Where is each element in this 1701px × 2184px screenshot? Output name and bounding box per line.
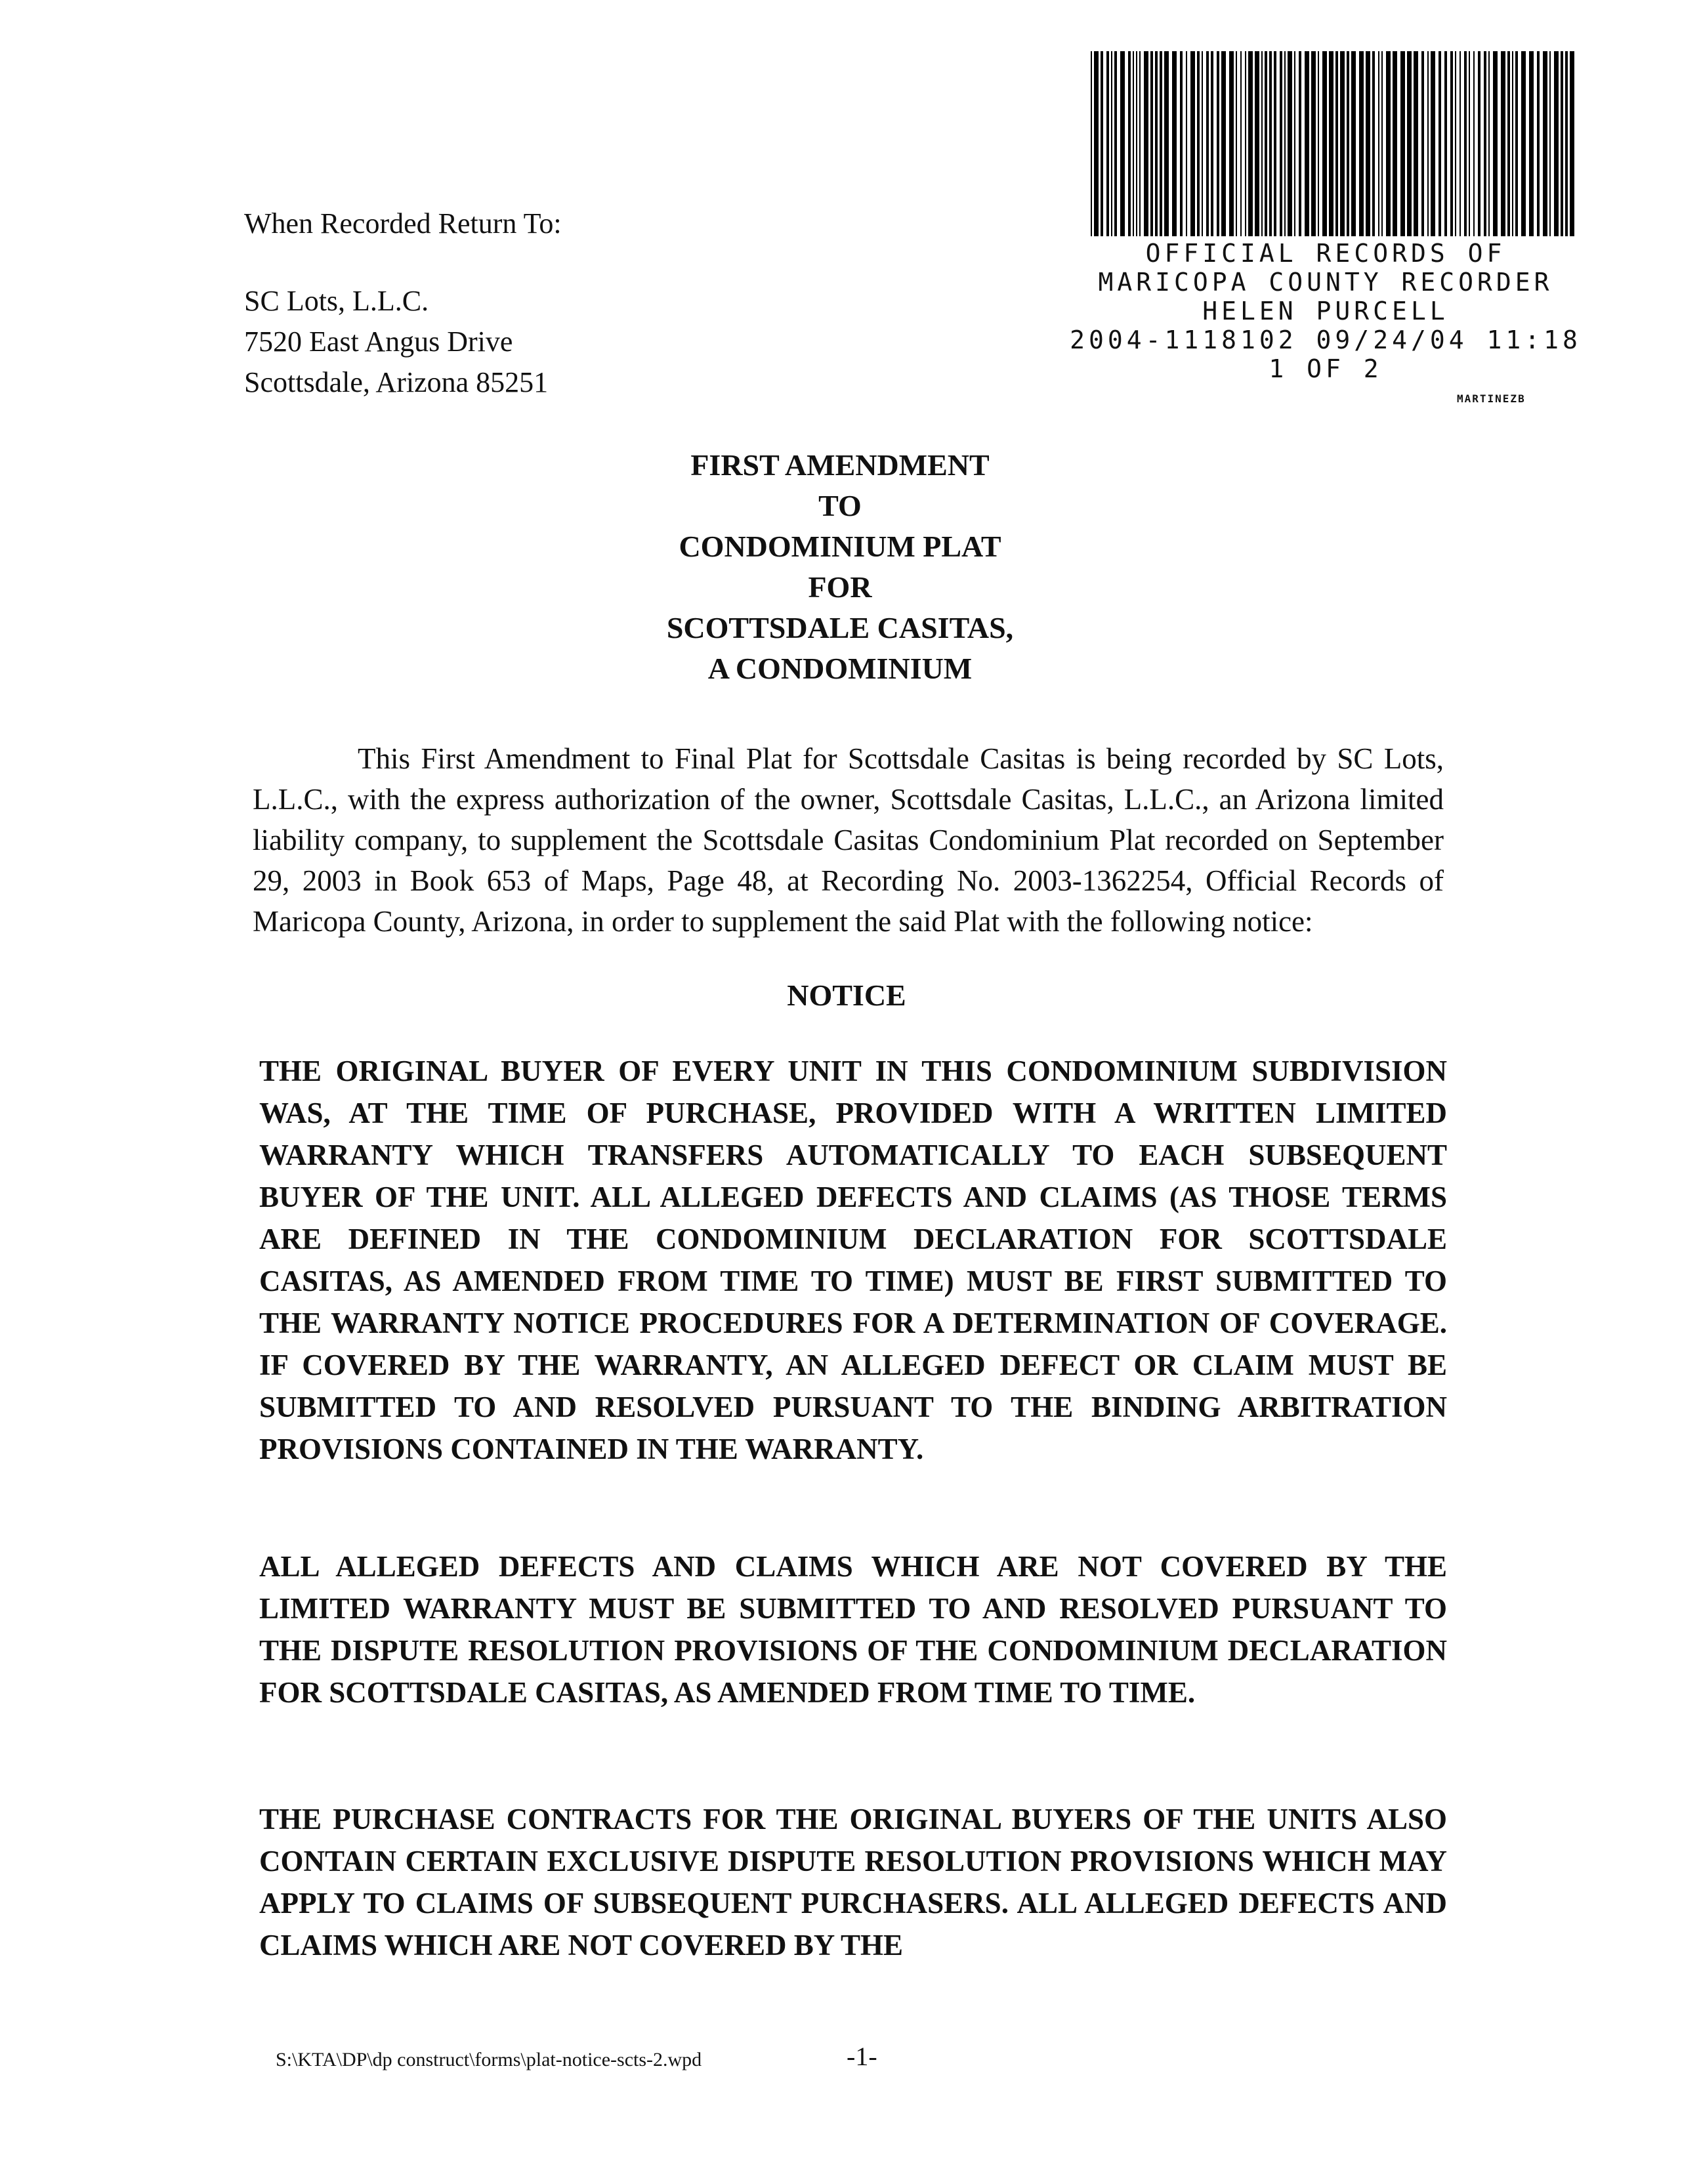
recorder-stamp: [1070, 51, 1582, 383]
barcode-bar: [1407, 51, 1412, 236]
title-line: FOR: [808, 570, 872, 604]
barcode-bar: [1248, 51, 1253, 236]
barcode-icon: [1089, 51, 1575, 236]
barcode-bar: [1280, 51, 1282, 236]
return-to-street: 7520 East Angus Drive: [244, 326, 513, 358]
barcode-bar: [1570, 51, 1574, 236]
return-to-heading: When Recorded Return To:: [244, 207, 562, 240]
barcode-bar: [1128, 51, 1131, 236]
barcode-bar: [1197, 51, 1200, 236]
barcode-bar: [1549, 51, 1551, 236]
barcode-bar: [1164, 51, 1169, 236]
barcode-bar: [1469, 51, 1470, 236]
notice-paragraph-purchase-contracts: THE PURCHASE CONTRACTS FOR THE ORIGINAL BUYERS OF THE UNITS ALSO CONTAIN CERTAIN EXCLUSIVE DISPUTE RESOLUTION PROVISIONS WHICH MAY APPLY TO CLAIMS OF SUBSEQUENT PURCHASERS. ALL ALLEGED DEFECTS AND CLAIMS WHICH ARE NOT COVERED BY THE: [259, 1803, 1447, 1962]
barcode-bar: [1229, 51, 1234, 236]
barcode-bar: [1288, 51, 1292, 236]
barcode-bar: [1378, 51, 1379, 236]
barcode-bar: [1299, 51, 1301, 236]
barcode-bar: [1294, 51, 1295, 236]
barcode-bar: [1473, 51, 1475, 236]
barcode-bar: [1493, 51, 1498, 236]
barcode-bar: [1501, 51, 1505, 236]
barcode-bar: [1186, 51, 1187, 236]
barcode-bar: [1393, 51, 1397, 236]
footer-page-number: -1-: [847, 2042, 877, 2071]
title-line: CONDOMINIUM PLAT: [679, 530, 1001, 563]
return-to-city: Scottsdale, Arizona 85251: [244, 366, 549, 398]
return-to-block: [244, 203, 562, 403]
barcode-bar: [1172, 51, 1177, 236]
barcode-bar: [1335, 51, 1338, 236]
title-line: A CONDOMINIUM: [707, 652, 973, 685]
barcode-bar: [1386, 51, 1391, 236]
barcode-bar: [1554, 51, 1559, 236]
barcode-bar: [1144, 51, 1148, 236]
barcode-bar: [1202, 51, 1203, 236]
barcode-bar: [1114, 51, 1117, 236]
barcode-bar: [1139, 51, 1141, 236]
barcode-bar: [1455, 51, 1456, 236]
document-title: [591, 445, 1089, 689]
barcode-bar: [1240, 51, 1242, 236]
barcode-bar: [1529, 51, 1534, 236]
barcode-bar: [1106, 51, 1109, 236]
barcode-bar: [1211, 51, 1213, 236]
barcode-bar: [1091, 51, 1092, 236]
barcode-bar: [1359, 51, 1364, 236]
notice-heading: NOTICE: [787, 978, 906, 1012]
barcode-bar: [1284, 51, 1286, 236]
barcode-bar: [1206, 51, 1209, 236]
barcode-bar: [1478, 51, 1480, 236]
barcode-bar: [1427, 51, 1429, 236]
notice-paragraph-not-covered: ALL ALLEGED DEFECTS AND CLAIMS WHICH ARE NOT COVERED BY THE LIMITED WARRANTY MUST BE SUBMITTED TO AND RESOLVED PURSUANT TO THE DISPUTE RESOLUTION PROVISIONS OF THE CONDOMINIUM DECLARATION FOR SCOTTSDALE CASITAS, AS AMENDED FROM TIME TO TIME.: [259, 1550, 1447, 1709]
stamp-line-recorder-name: HELEN PURCELL: [1202, 297, 1449, 326]
stamp-line-recording-number: 2004-1118102 09/24/04 11:18: [1070, 326, 1582, 354]
barcode-bar: [1537, 51, 1540, 236]
title-line: TO: [818, 489, 862, 522]
stamp-clerk-id: MARTINEZB: [1457, 392, 1526, 405]
barcode-bar: [1255, 51, 1259, 236]
barcode-bar: [1160, 51, 1162, 236]
barcode-bar: [1400, 51, 1405, 236]
barcode-bar: [1311, 51, 1316, 236]
stamp-line-official-records: OFFICIAL RECORDS OF: [1145, 239, 1506, 268]
barcode-bar: [1305, 51, 1309, 236]
title-line: FIRST AMENDMENT: [690, 448, 990, 482]
barcode-bar: [1484, 51, 1486, 236]
barcode-bar: [1217, 51, 1219, 236]
barcode-bar: [1221, 51, 1226, 236]
barcode-bar: [1322, 51, 1327, 236]
barcode-bar: [1460, 51, 1461, 236]
barcode-bar: [1351, 51, 1356, 236]
barcode-bar: [1094, 51, 1099, 236]
barcode-bar: [1101, 51, 1103, 236]
barcode-bar: [1236, 51, 1237, 236]
barcode-bar: [1190, 51, 1195, 236]
barcode-bar: [1488, 51, 1490, 236]
barcode-bar: [1133, 51, 1134, 236]
barcode-bar: [1512, 51, 1513, 236]
barcode-bar: [1565, 51, 1568, 236]
barcode-bar: [1269, 51, 1272, 236]
barcode-bar: [1414, 51, 1418, 236]
recorder-stamp-text: [1063, 239, 1588, 383]
barcode-bar: [1150, 51, 1153, 236]
barcode-bar: [1245, 51, 1246, 236]
barcode-bar: [1381, 51, 1383, 236]
title-line: SCOTTSDALE CASITAS,: [666, 611, 1014, 644]
notice-paragraph-warranty: THE ORIGINAL BUYER OF EVERY UNIT IN THIS CONDOMINIUM SUBDIVISION WAS, AT THE TIME OF PURCHASE, PROVIDED WITH A WRITTEN LIMITED WARRANTY WHICH TRANSFERS AUTOMATICALLY TO EACH SUBSEQUENT BUYER OF THE UNIT. ALL ALLEGED DEFECTS AND CLAIMS (AS THOSE TERMS ARE DEFINED IN THE CONDOMINIUM DECLARATION FOR SCOTTSDALE CASITAS, AS AMENDED FROM TIME TO TIME) MUST BE FIRST SUBMITTED TO THE WARRANTY NOTICE PROCEDURES FOR A DETERMINATION OF COVERAGE. IF COVERED BY THE WARRANTY, AN ALLEGED DEFECT OR CLAIM MUST BE SUBMITTED TO AND RESOLVED PURSUANT TO THE BINDING ARBITRATION PROVISIONS CONTAINED IN THE WARRANTY.: [259, 1055, 1447, 1465]
barcode-bar: [1265, 51, 1267, 236]
barcode-bar: [1561, 51, 1563, 236]
barcode-bar: [1111, 51, 1112, 236]
stamp-line-page-count: 1 OF 2: [1269, 354, 1383, 383]
intro-paragraph: This First Amendment to Final Plat for Scottsdale Casitas is being recorded by SC Lots, L.L.C., with the express authorization of the owner, Scottsdale Casitas, L.L.C., an Arizona limited liability company, to supplement the Scottsdale Casitas Condominium Plat recorded on September 29, 2003 in Book 653 of Maps, Page 48, at Recording No. 2003-1362254, Official Records of Maricopa County, Arizona, in order to supplement the said Plat with the following notice:: [253, 742, 1444, 938]
barcode-bar: [1515, 51, 1518, 236]
barcode-bar: [1444, 51, 1447, 236]
barcode-bar: [1438, 51, 1441, 236]
barcode-bar: [1421, 51, 1424, 236]
barcode-bar: [1347, 51, 1349, 236]
return-to-name: SC Lots, L.L.C.: [244, 285, 429, 317]
barcode-bar: [1318, 51, 1319, 236]
barcode-bar: [1366, 51, 1370, 236]
stamp-line-county-recorder: MARICOPA COUNTY RECORDER: [1098, 268, 1553, 297]
barcode-bar: [1340, 51, 1345, 236]
footer-file-path: S:\KTA\DP\dp construct\forms\plat-notice-scts-2.wpd: [276, 2049, 702, 2070]
barcode-bar: [1372, 51, 1375, 236]
barcode-bar: [1180, 51, 1183, 236]
barcode-bar: [1155, 51, 1158, 236]
barcode-bar: [1464, 51, 1467, 236]
barcode-bar: [1507, 51, 1510, 236]
barcode-bar: [1431, 51, 1435, 236]
barcode-bar: [1543, 51, 1547, 236]
barcode-bar: [1261, 51, 1263, 236]
barcode-bar: [1120, 51, 1125, 236]
barcode-bar: [1329, 51, 1334, 236]
barcode-bar: [1274, 51, 1276, 236]
barcode-bar: [1521, 51, 1526, 236]
barcode-bar: [1136, 51, 1137, 236]
barcode-bar: [1450, 51, 1453, 236]
